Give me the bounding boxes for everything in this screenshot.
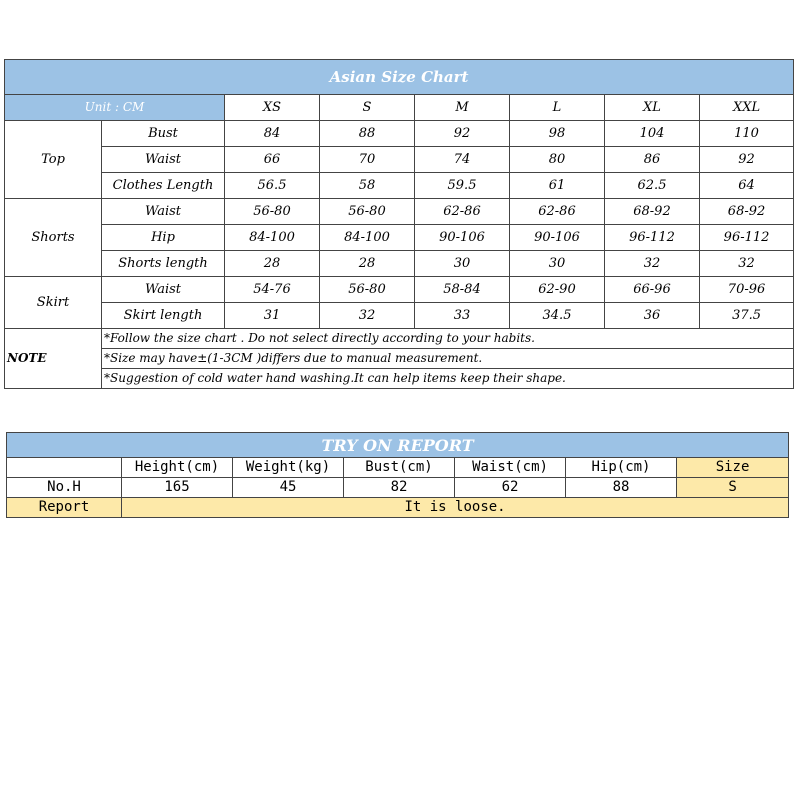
- note-text: *Size may have±(1-3CM )differs due to manual measurement.: [102, 349, 794, 369]
- table-row: [5, 251, 794, 277]
- size-header-row: [5, 95, 794, 121]
- note-text: *Suggestion of cold water hand washing.It can help items keep their shape.: [102, 369, 794, 389]
- value-cell: 56-80: [320, 277, 415, 303]
- value-cell: 88: [566, 478, 677, 498]
- value-cell: 74: [415, 147, 510, 173]
- value-cell: 84-100: [320, 225, 415, 251]
- size-chart-title: Asian Size Chart: [5, 60, 794, 95]
- value-cell: 32: [320, 303, 415, 329]
- header-cell: Hip(cm): [566, 458, 677, 478]
- value-cell: 30: [510, 251, 605, 277]
- value-cell: 66-96: [605, 277, 700, 303]
- try-on-header-row: [7, 458, 789, 478]
- value-cell: 88: [320, 121, 415, 147]
- size-header: XL: [605, 95, 700, 121]
- value-cell: 104: [605, 121, 700, 147]
- value-cell: 62: [455, 478, 566, 498]
- measure-label: Waist: [102, 199, 225, 225]
- value-cell: 33: [415, 303, 510, 329]
- group-label-skirt: Skirt: [5, 277, 102, 329]
- table-row: [5, 121, 794, 147]
- value-cell: 56-80: [225, 199, 320, 225]
- measure-label: Waist: [102, 277, 225, 303]
- row-label: No.H: [7, 478, 122, 498]
- value-cell: 58: [320, 173, 415, 199]
- value-cell: 70-96: [700, 277, 794, 303]
- value-cell: 68-92: [700, 199, 794, 225]
- try-on-title-row: [7, 433, 789, 458]
- size-header: XXL: [700, 95, 794, 121]
- value-cell: 45: [233, 478, 344, 498]
- value-cell: 61: [510, 173, 605, 199]
- size-header: XS: [225, 95, 320, 121]
- value-cell: 90-106: [415, 225, 510, 251]
- value-cell: 96-112: [605, 225, 700, 251]
- size-header: S: [320, 95, 415, 121]
- value-cell: 110: [700, 121, 794, 147]
- header-cell: Waist(cm): [455, 458, 566, 478]
- measure-label: Shorts length: [102, 251, 225, 277]
- try-on-title: TRY ON REPORT: [7, 433, 789, 458]
- size-chart-table: [4, 59, 794, 389]
- report-row: [7, 498, 789, 518]
- value-cell: 92: [700, 147, 794, 173]
- measure-label: Skirt length: [102, 303, 225, 329]
- size-header: L: [510, 95, 605, 121]
- table-row: [5, 277, 794, 303]
- table-row: [5, 147, 794, 173]
- value-cell: 84: [225, 121, 320, 147]
- report-label: Report: [7, 498, 122, 518]
- value-cell: 62-90: [510, 277, 605, 303]
- value-cell: 28: [225, 251, 320, 277]
- size-chart-title-row: [5, 60, 794, 95]
- table-row: [5, 173, 794, 199]
- measure-label: Hip: [102, 225, 225, 251]
- value-cell: 64: [700, 173, 794, 199]
- header-cell: Bust(cm): [344, 458, 455, 478]
- size-header: M: [415, 95, 510, 121]
- value-cell: 86: [605, 147, 700, 173]
- empty-header-cell: [7, 458, 122, 478]
- table-row: [5, 225, 794, 251]
- note-label: NOTE: [5, 329, 102, 389]
- value-cell: 82: [344, 478, 455, 498]
- table-row: [5, 199, 794, 225]
- value-cell: 70: [320, 147, 415, 173]
- value-cell: 66: [225, 147, 320, 173]
- report-text: It is loose.: [122, 498, 789, 518]
- try-on-report-table: [6, 432, 789, 518]
- value-cell: 28: [320, 251, 415, 277]
- measure-label: Waist: [102, 147, 225, 173]
- value-cell: 34.5: [510, 303, 605, 329]
- note-row: [5, 329, 794, 349]
- note-row: [5, 369, 794, 389]
- value-cell: 56.5: [225, 173, 320, 199]
- unit-label: Unit : CM: [5, 95, 225, 121]
- measure-label: Bust: [102, 121, 225, 147]
- value-cell: 68-92: [605, 199, 700, 225]
- value-cell: 30: [415, 251, 510, 277]
- value-cell: 62-86: [510, 199, 605, 225]
- value-cell: 165: [122, 478, 233, 498]
- value-cell: 54-76: [225, 277, 320, 303]
- value-cell: 36: [605, 303, 700, 329]
- group-label-top: Top: [5, 121, 102, 199]
- value-cell: 90-106: [510, 225, 605, 251]
- note-text: *Follow the size chart . Do not select directly according to your habits.: [102, 329, 794, 349]
- value-cell: 96-112: [700, 225, 794, 251]
- table-row: [5, 303, 794, 329]
- value-cell: 92: [415, 121, 510, 147]
- value-cell: 58-84: [415, 277, 510, 303]
- note-row: [5, 349, 794, 369]
- value-cell: 32: [700, 251, 794, 277]
- value-cell: 32: [605, 251, 700, 277]
- value-cell: 59.5: [415, 173, 510, 199]
- group-label-shorts: Shorts: [5, 199, 102, 277]
- value-cell: 56-80: [320, 199, 415, 225]
- measure-label: Clothes Length: [102, 173, 225, 199]
- header-cell: Height(cm): [122, 458, 233, 478]
- value-cell: 98: [510, 121, 605, 147]
- value-cell: 84-100: [225, 225, 320, 251]
- value-cell: 62-86: [415, 199, 510, 225]
- try-on-data-row: [7, 478, 789, 498]
- value-cell-size: S: [677, 478, 789, 498]
- value-cell: 80: [510, 147, 605, 173]
- value-cell: 37.5: [700, 303, 794, 329]
- value-cell: 62.5: [605, 173, 700, 199]
- value-cell: 31: [225, 303, 320, 329]
- header-cell-size: Size: [677, 458, 789, 478]
- header-cell: Weight(kg): [233, 458, 344, 478]
